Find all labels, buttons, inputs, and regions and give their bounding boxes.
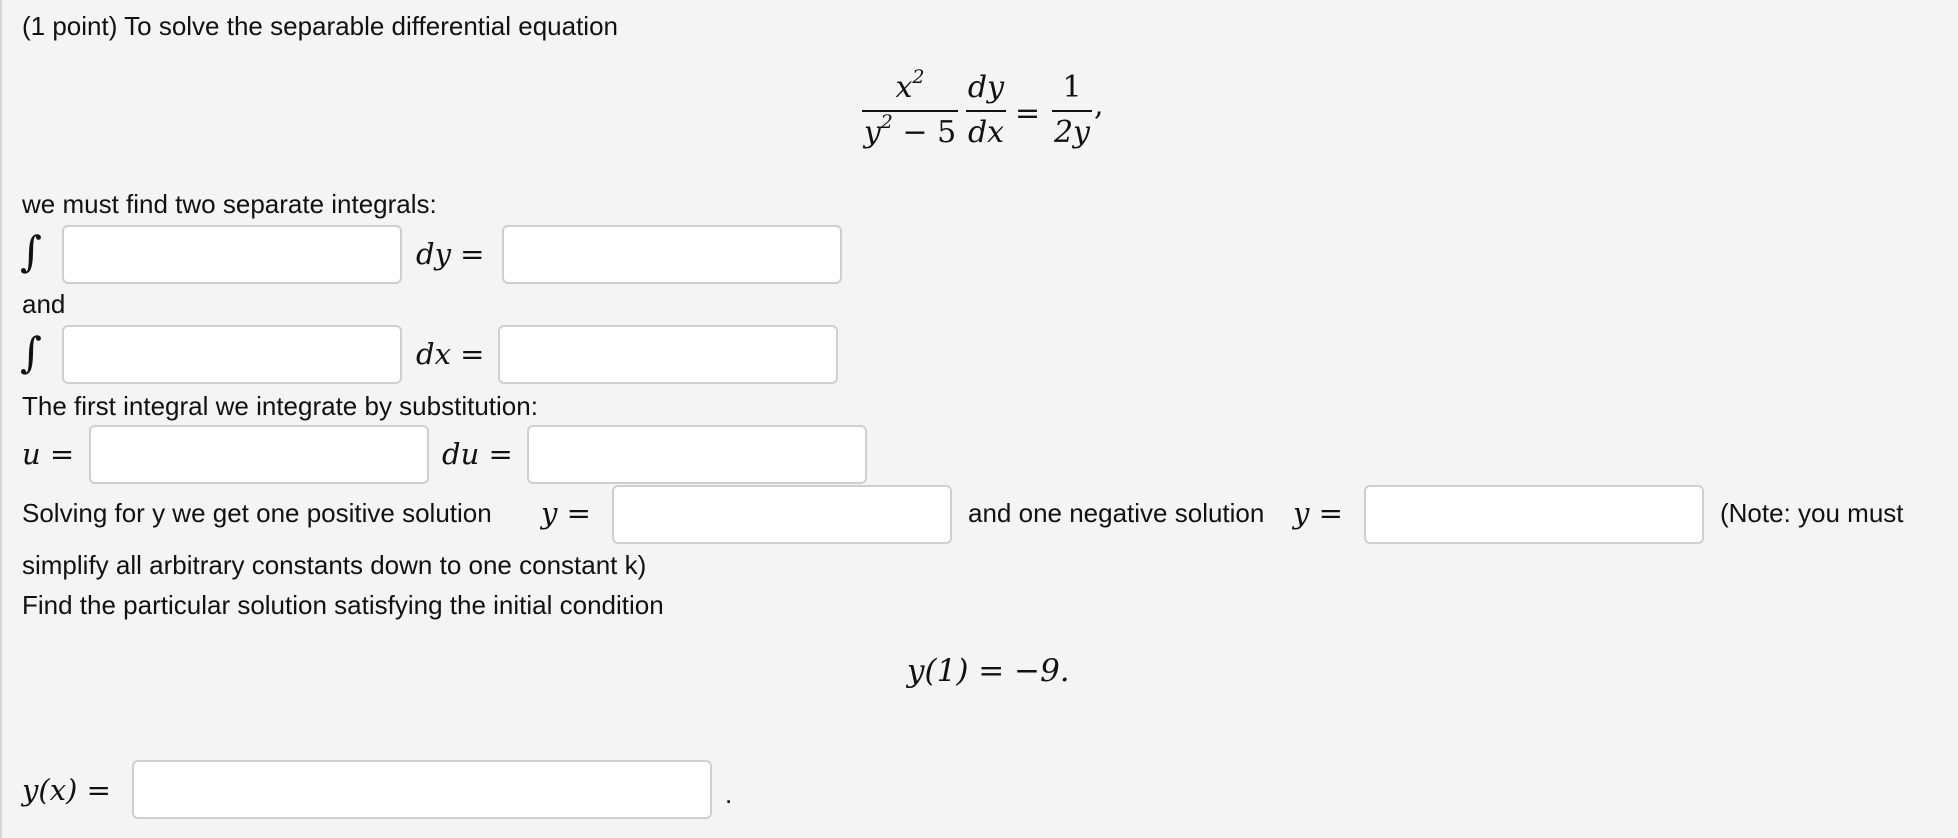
yx-label: y(x) =: [22, 773, 111, 807]
eq-den2: dx: [967, 115, 1005, 150]
u-label: u =: [22, 437, 75, 471]
du-label: du =: [442, 437, 513, 471]
eq-num1: x: [895, 70, 913, 105]
note-continuation-text: simplify all arbitrary constants down to one constant k): [22, 550, 647, 580]
fraction-bar: [966, 110, 1006, 112]
substitution-text: The first integral we integrate by substitution:: [22, 391, 538, 421]
negative-solution-input[interactable]: [1364, 485, 1704, 544]
u-input[interactable]: [89, 425, 429, 484]
integral-sign: ∫: [20, 328, 42, 377]
dy-label: dy =: [416, 237, 485, 271]
eq-trailing-comma: ,: [1094, 88, 1104, 123]
note-text: (Note: you must: [1720, 498, 1904, 528]
y-equals-label: y =: [541, 496, 591, 530]
initial-condition: y(1) = −9.: [907, 653, 1070, 689]
du-input[interactable]: [527, 425, 867, 484]
find-integrals-text: we must find two separate integrals:: [22, 189, 437, 219]
intro-text: (1 point) To solve the separable differential equation: [22, 11, 618, 41]
fraction-dy-over-dx: [966, 70, 1006, 151]
integrand-x-input[interactable]: [62, 325, 402, 384]
particular-solution-text: Find the particular solution satisfying the initial condition: [22, 590, 664, 620]
fraction-x2-over-y2-minus-5: [862, 66, 958, 151]
eq-den1-base: y: [863, 115, 881, 150]
fraction-bar: [1052, 110, 1092, 112]
eq-den1-exp: 2: [880, 111, 893, 133]
positive-solution-input[interactable]: [612, 485, 952, 544]
y-equals-label-2: y =: [1293, 496, 1343, 530]
negative-solution-text: and one negative solution: [968, 498, 1265, 528]
particular-solution-input[interactable]: [132, 760, 712, 819]
integral-sign: ∫: [20, 227, 42, 276]
eq-num2: dy: [967, 70, 1005, 105]
trailing-period: .: [725, 779, 733, 809]
integrand-y-input[interactable]: [62, 225, 402, 284]
solving-text: Solving for y we get one positive solution: [22, 498, 492, 528]
and-text: and: [22, 289, 66, 319]
eq-num1-exp: 2: [912, 66, 925, 88]
eq-den1-rest: − 5: [892, 115, 957, 150]
fraction-bar: [862, 110, 958, 112]
eq-equals: =: [1015, 96, 1041, 131]
dx-label: dx =: [416, 337, 485, 371]
fraction-1-over-2y: [1052, 70, 1092, 151]
result-y-input[interactable]: [502, 225, 842, 284]
eq-num3: 1: [1062, 70, 1082, 105]
result-x-input[interactable]: [498, 325, 838, 384]
eq-den3: 2y: [1053, 115, 1091, 150]
